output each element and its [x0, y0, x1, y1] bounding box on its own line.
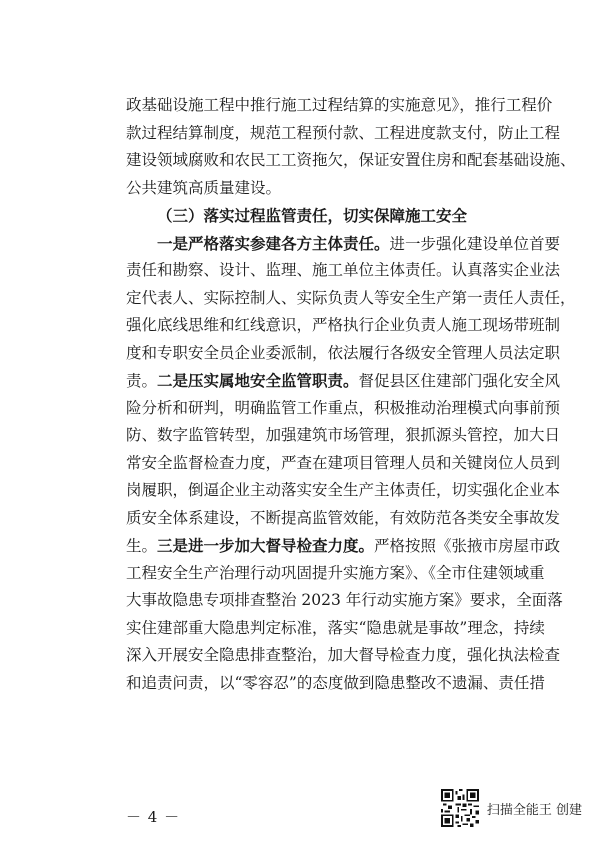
- watermark-label: 扫描全能王 创建: [486, 802, 582, 818]
- body-line: 款过程结算制度，规范工程预付款、工程进度款支付，防止工程: [126, 123, 561, 142]
- section-heading: （三）落实过程监管责任，切实保障施工安全: [157, 206, 468, 225]
- scanner-watermark: [441, 788, 582, 828]
- body-line: 定代表人、实际控制人、实际负责人等安全生产第一责任人责任，: [126, 288, 576, 307]
- body-line: 工程安全生产治理行动巩固提升实施方案》、《全市住建领域重: [126, 563, 545, 582]
- body-line: 建设领域腐败和农民工工资拖欠，保证安置住房和配套基础设施、: [126, 151, 576, 169]
- body-line: 强化底线思维和红线意识，严格执行企业负责人施工现场带班制: [126, 316, 561, 334]
- body-line: 险分析和研判，明确监管工作重点，积极推动治理模式向事前预: [126, 398, 561, 417]
- body-line: 深入开展安全隐患排查整治，加大督导检查力度，强化执法检查: [126, 646, 561, 664]
- page-number: － 4 －: [126, 808, 181, 826]
- qr-code-icon: [441, 789, 479, 827]
- bold-phrase: 三是进一步加大督导检查力度。: [157, 536, 375, 555]
- body-line: 常安全监督检查力度，严查在建项目管理人员和关键岗位人员到: [126, 453, 561, 472]
- body-line: 公共建筑高质量建设。: [126, 178, 282, 197]
- bold-phrase: 一是严格落实参建各方主体责任。: [157, 233, 390, 253]
- body-line: 防、数字监管转型，加强建筑市场管理，狠抓源头管控，加大日: [126, 426, 561, 444]
- body-line: 政基础设施工程中推行施工过程结算的实施意见》，推行工程价: [126, 96, 553, 114]
- body-line: 和追责问责，以“零容忍”的态度做到隐患整改不遗漏、责任措: [126, 673, 545, 692]
- body-line: 责。二是压实属地安全监管职责。督促县区住建部门强化安全风: [126, 371, 561, 390]
- body-line: 大事故隐患专项排查整治 2023 年行动实施方案》要求，全面落: [126, 591, 563, 609]
- body-line: 度和专职安全员企业委派制，依法履行各级安全管理人员法定职: [126, 343, 561, 362]
- body-line: 实住建部重大隐患判定标准，落实“隐患就是事故”理念，持续: [126, 618, 545, 637]
- body-line: 岗履职，倒逼企业主动落实安全生产主体责任，切实强化企业本: [126, 481, 561, 499]
- body-line: 责任和勘察、设计、监理、施工单位主体责任。认真落实企业法: [126, 261, 561, 279]
- body-line: 质安全体系建设，不断提高监管效能，有效防范各类安全事故发: [126, 508, 561, 527]
- body-line: 一是严格落实参建各方主体责任。进一步强化建设单位首要: [157, 233, 561, 253]
- bold-phrase: 二是压实属地安全监管职责。: [157, 371, 359, 390]
- body-line: 生。三是进一步加大督导检查力度。严格按照《张掖市房屋市政: [126, 536, 561, 555]
- document-body: [126, 92, 576, 697]
